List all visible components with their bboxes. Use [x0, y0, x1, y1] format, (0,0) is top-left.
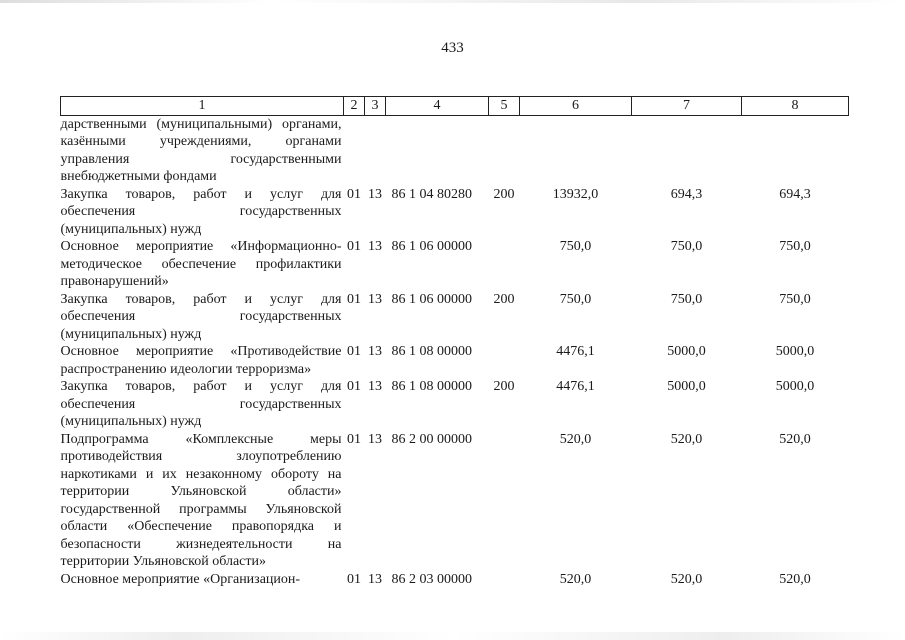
header-col-8: 8 — [742, 97, 849, 116]
row-target-code: 86 1 06 00000 — [391, 291, 472, 307]
table-row — [61, 238, 849, 291]
header-col-3: 3 — [365, 97, 386, 116]
row-amount-col7 — [632, 115, 742, 186]
row-section: 01 — [347, 431, 361, 447]
row-name: Основное мероприятие «Противодействие распространению идеологии терроризма» — [60, 344, 342, 377]
budget-table — [60, 96, 849, 588]
row-subsection: 13 — [368, 431, 382, 447]
scan-edge-top — [0, 0, 905, 3]
header-col-1: 1 — [61, 97, 344, 116]
table-row — [61, 186, 849, 239]
row-target-code: 86 2 00 00000 — [391, 431, 472, 447]
row-name: Закупка товаров, работ и услуг для обеспечения государственных (муниципальных) нужд — [60, 186, 342, 237]
row-section: 01 — [347, 379, 361, 394]
row-expense-type: 200 — [493, 379, 515, 394]
row-name: Основное мероприятие «Информационно-методическое обеспечение профилактики правонарушений» — [60, 239, 342, 289]
budget-table-container — [60, 96, 848, 588]
row-target-code: 86 1 08 00000 — [391, 344, 472, 359]
row-amount-col6: 520,0 — [559, 431, 592, 447]
row-amount-col6: 750,0 — [559, 239, 592, 254]
row-amount-col6 — [520, 115, 632, 186]
header-col-7: 7 — [632, 97, 742, 116]
row-amount-col8: 694,3 — [779, 186, 811, 202]
header-col-6: 6 — [520, 97, 632, 116]
row-name: дарственными (муниципальными) органами, казёнными учреждениями, органами управления государственными внебюджетными фондами — [60, 116, 342, 184]
row-amount-col7: 5000,0 — [667, 379, 706, 394]
row-target-code — [386, 115, 489, 186]
row-amount-col8: 520,0 — [779, 571, 811, 587]
row-name: Основное мероприятие «Организацион- — [60, 571, 301, 587]
row-expense-type — [489, 115, 520, 186]
row-amount-col8: 750,0 — [779, 291, 811, 307]
row-amount-col7: 694,3 — [670, 186, 703, 202]
header-col-2: 2 — [344, 97, 365, 116]
page-number: 433 — [441, 40, 464, 56]
row-name: Подпрограмма «Комплексные меры противодействия злоупотреблению наркотиками и их незаконному обороту на территории Ульяновской области» государственной программы Ульяновской области «Обеспечение правопорядка и безопасности жизнедеятельности на территории Ульяновской области» — [60, 431, 342, 569]
row-subsection: 13 — [368, 186, 382, 202]
row-expense-type — [489, 571, 520, 589]
table-row — [61, 291, 849, 344]
row-amount-col7: 520,0 — [670, 571, 703, 587]
table-row — [61, 115, 849, 186]
row-target-code: 86 2 03 00000 — [391, 571, 472, 587]
table-row — [61, 571, 849, 589]
row-amount-col8: 5000,0 — [775, 344, 815, 359]
row-name: Закупка товаров, работ и услуг для обеспечения государственных (муниципальных) нужд — [60, 291, 342, 342]
row-target-code: 86 1 06 00000 — [391, 239, 472, 254]
row-amount-col6: 750,0 — [559, 291, 592, 307]
row-section: 01 — [347, 344, 361, 359]
row-name: Закупка товаров, работ и услуг для обеспечения государственных (муниципальных) нужд — [60, 379, 342, 429]
table-row — [61, 378, 849, 431]
row-subsection — [365, 115, 386, 186]
row-expense-type: 200 — [493, 186, 515, 202]
row-amount-col7: 5000,0 — [667, 344, 706, 359]
row-amount-col8: 520,0 — [779, 431, 811, 447]
table-row — [61, 431, 849, 571]
row-amount-col6: 13932,0 — [552, 186, 599, 202]
row-amount-col8: 750,0 — [779, 239, 811, 254]
row-amount-col7: 750,0 — [670, 239, 703, 254]
scan-edge-bottom — [0, 632, 905, 640]
table-row — [61, 343, 849, 378]
row-expense-type — [489, 238, 520, 291]
row-section: 01 — [347, 239, 361, 254]
row-subsection: 13 — [368, 291, 382, 307]
row-section: 01 — [347, 571, 361, 587]
row-subsection: 13 — [368, 571, 382, 587]
row-amount-col8: 5000,0 — [775, 379, 815, 394]
row-section: 01 — [347, 291, 361, 307]
row-amount-col6: 4476,1 — [556, 379, 595, 394]
row-expense-type — [489, 343, 520, 378]
row-subsection: 13 — [368, 379, 382, 394]
row-amount-col6: 520,0 — [559, 571, 592, 587]
row-expense-type: 200 — [493, 291, 515, 307]
row-amount-col8 — [742, 115, 849, 186]
row-amount-col7: 750,0 — [670, 291, 703, 307]
row-section: 01 — [347, 186, 361, 202]
row-expense-type — [489, 431, 520, 571]
row-section — [344, 115, 365, 186]
row-amount-col6: 4476,1 — [556, 344, 595, 359]
row-subsection: 13 — [368, 344, 382, 359]
row-amount-col7: 520,0 — [670, 431, 703, 447]
table-header-row — [61, 97, 849, 116]
header-col-4: 4 — [386, 97, 489, 116]
header-col-5: 5 — [489, 97, 520, 116]
row-target-code: 86 1 04 80280 — [391, 186, 472, 202]
row-subsection: 13 — [368, 239, 382, 254]
row-target-code: 86 1 08 00000 — [391, 379, 472, 394]
